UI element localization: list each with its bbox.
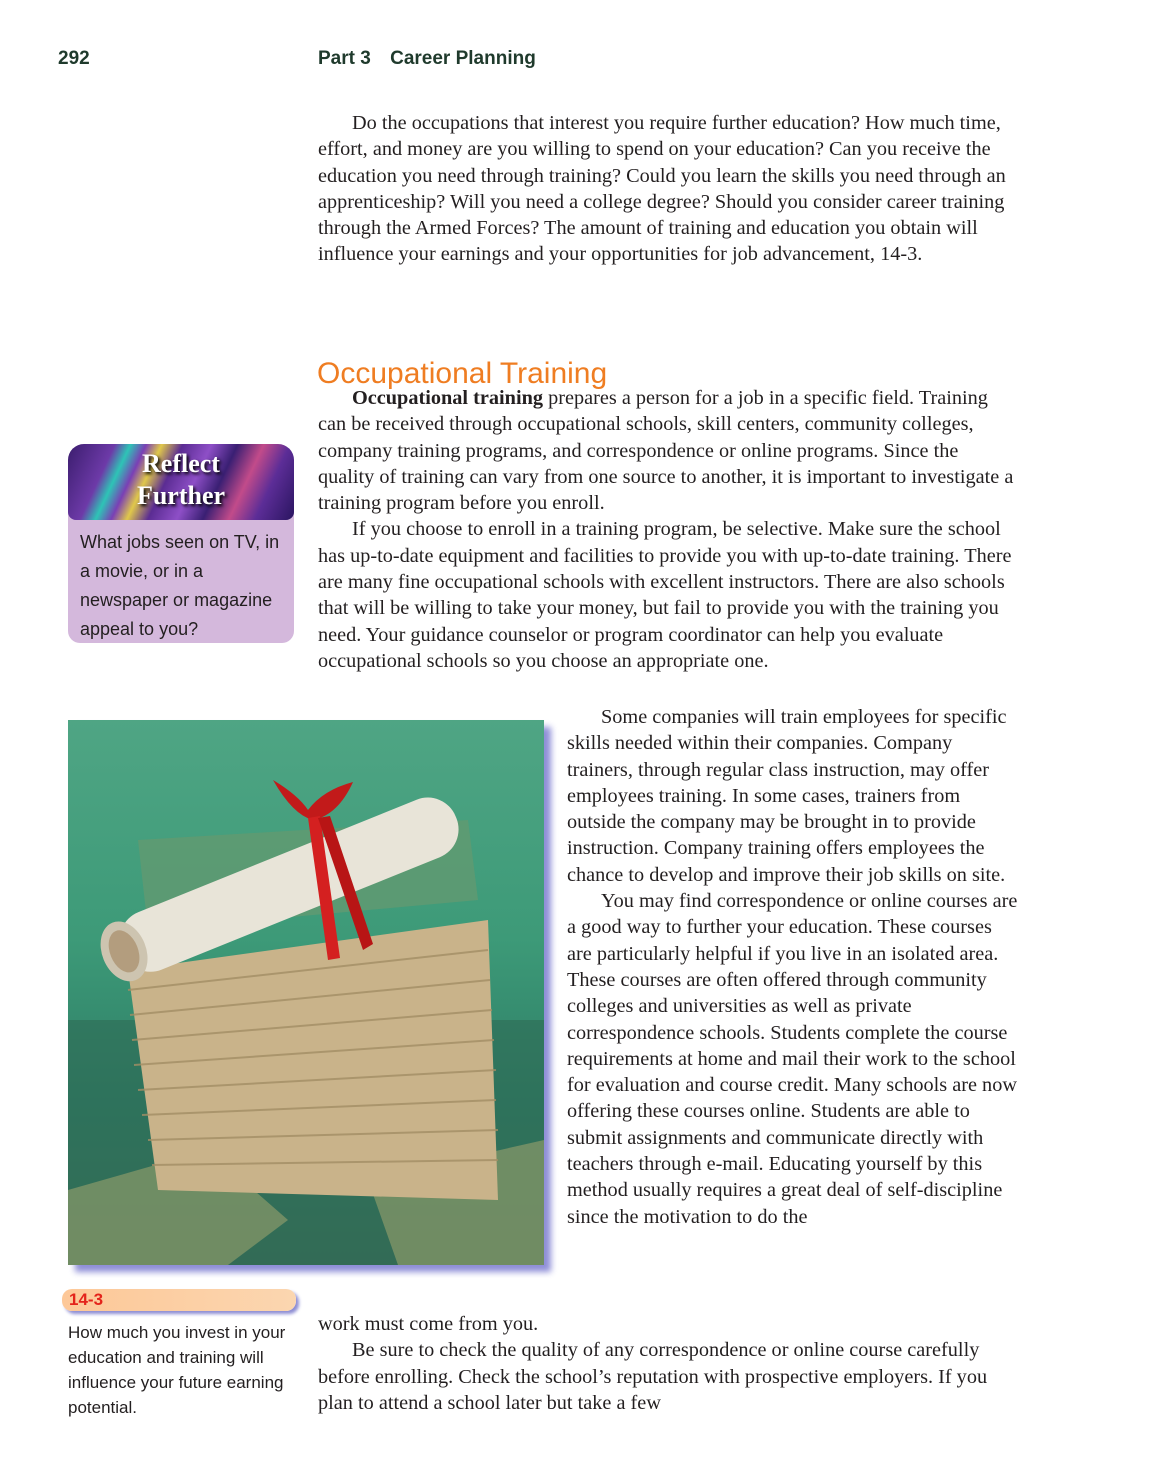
section-text-top xyxy=(318,385,1018,674)
paragraph-be-selective: If you choose to enroll in a training program, be selective. Make sure the school has up-to-date equipment and facilities to provide you with up-to-date training. There are many fine occupational schools with excellent instructors. There are also schools that will be willing to take your money, but fail to provide you with the training you need. Your guidance counselor or program coordinator can help you evaluate occupational schools so you choose an appropriate one. xyxy=(318,518,1012,672)
section-text-bottom xyxy=(318,1311,1018,1416)
paragraph-check-quality: Be sure to check the quality of any correspondence or online course carefully before enrolling. Check the school’s reputation with prospective employers. If you plan to attend a school later but take a few xyxy=(318,1339,988,1414)
paragraph-online-courses: You may find correspondence or online courses are a good way to further your education. These courses are particularly helpful if you live in an isolated area. These courses are often offered through community colleges and universities as well as private correspondence schools. Students complete the course requirements at home and mail their work to the school for evaluation and course credit. Many schools are now offering these courses online. Students are able to submit assignments and communicate directly with teachers through e-mail. Educating yourself by this method usually requires a great deal of self-discipline since the motivation to do the xyxy=(567,890,1018,1228)
section-text-wrap xyxy=(567,704,1019,1230)
reflect-further-body xyxy=(68,508,294,643)
figure-number-tab xyxy=(62,1289,296,1311)
section-heading: Occupational Training xyxy=(317,356,608,390)
reflect-further-box xyxy=(68,444,294,643)
paragraph-occupational-training: Occupational training prepares a person for a job in a specific field. Training can be received through occupational schools, skill centers, community colleges, company training programs, and correspondence or online programs. Since the quality of training can vary from one source to another, it is important to investigate a training program before you enroll. xyxy=(318,387,1014,515)
page-number: 292 xyxy=(58,48,90,69)
part-title: Career Planning xyxy=(390,48,536,69)
reflect-further-banner xyxy=(68,444,294,520)
diploma-money-image xyxy=(68,720,544,1265)
running-header xyxy=(318,48,536,70)
intro-text xyxy=(318,110,1018,268)
intro-paragraph: Do the occupations that interest you require further education? How much time, effort, and money are you willing to spend on your education? Can you receive the education you need through training? Could you learn the skills you need through an apprenticeship? Will you need a college degree? Should you consider career training through the Armed Forces? The amount of training and education you obtain will influence your earnings and your opportunities for job advancement, 14-3. xyxy=(318,112,1006,266)
reflect-question: What jobs seen on TV, in a movie, or in a newspaper or magazine appeal to you? xyxy=(80,532,280,639)
paragraph-continuation: work must come from you. xyxy=(318,1313,539,1335)
figure-photo xyxy=(68,720,544,1265)
part-label: Part 3 xyxy=(318,48,371,69)
key-term: Occupational training xyxy=(352,387,543,409)
figure-caption: How much you invest in your education and training will influence your future earning potential. xyxy=(68,1323,286,1417)
figure-number: 14-3 xyxy=(69,1290,104,1309)
reflect-further-title: Reflect Further xyxy=(136,449,226,510)
paragraph-company-training: Some companies will train employees for specific skills needed within their companies. Company trainers, through regular class instruction, may offer employees training. In some cases, trainers from outside the company may be brought in to provide instruction. Company training offers employees the chance to develop and improve their job skills on site. xyxy=(567,706,1007,886)
